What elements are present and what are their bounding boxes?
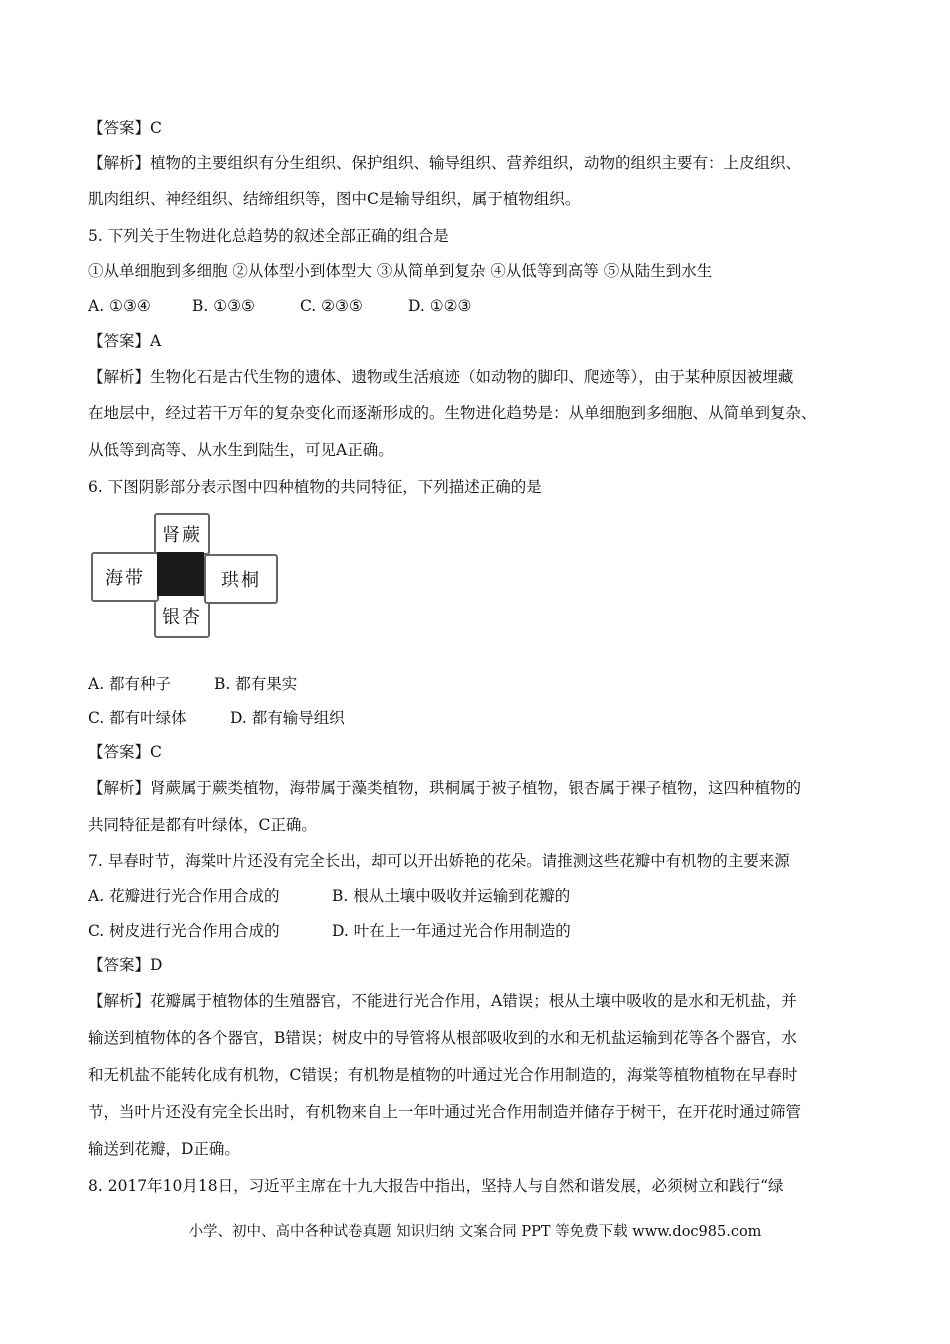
q7-option-d: D. 叶在上一年通过光合作用制造的 xyxy=(332,922,571,940)
q4-analysis-line1: 【解析】植物的主要组织有分生组织、保护组织、输导组织、营养组织，动物的组织主要有：上皮组织、 xyxy=(88,154,802,172)
q7-options-row1 xyxy=(88,886,570,906)
q4-analysis-line2: 肌肉组织、神经组织、结缔组织等，图中C是输导组织，属于植物组织。 xyxy=(88,190,581,208)
q7-option-a: A. 花瓣进行光合作用合成的 xyxy=(88,887,280,905)
q7-analysis-line5: 输送到花瓣，D正确。 xyxy=(88,1140,240,1158)
q5-analysis-line3: 从低等到高等、从水生到陆生，可见A正确。 xyxy=(88,441,394,459)
q5-answer: 【答案】A xyxy=(88,332,162,350)
diagram-right-box: 珙桐 xyxy=(204,554,278,604)
q5-analysis-line1: 【解析】生物化石是古代生物的遗体、遗物或生活痕迹（如动物的脚印、爬迹等），由于某种原因被埋藏 xyxy=(88,368,794,386)
q6-analysis-line1: 【解析】肾蕨属于蕨类植物，海带属于藻类植物，珙桐属于被子植物，银杏属于裸子植物，这四种植物的 xyxy=(88,779,802,797)
q4-answer: 【答案】C xyxy=(88,119,162,137)
q7-stem: 7. 早春时节，海棠叶片还没有完全长出，却可以开出娇艳的花朵。请推测这些花瓣中有机物的主要来源 xyxy=(88,852,790,870)
q7-answer: 【答案】D xyxy=(88,956,163,974)
q5-stem: 5. 下列关于生物进化总趋势的叙述全部正确的组合是 xyxy=(88,227,449,245)
page-footer: 小学、初中、高中各种试卷真题 知识归纳 文案合同 PPT 等免费下载 www.doc985.com xyxy=(188,1224,762,1240)
q7-options-row2 xyxy=(88,921,571,941)
q6-analysis-line2: 共同特征是都有叶绿体，C正确。 xyxy=(88,816,317,834)
q5-option-d: D. ①②③ xyxy=(408,297,472,315)
q5-options xyxy=(88,296,471,316)
q6-options-row1 xyxy=(88,674,297,694)
q7-analysis-line1: 【解析】花瓣属于植物体的生殖器官，不能进行光合作用，A错误；根从土壤中吸收的是水和无机盐，并 xyxy=(88,992,797,1010)
q8-stem: 8. 2017年10月18日，习近平主席在十九大报告中指出，坚持人与自然和谐发展，必须树立和践行“绿 xyxy=(88,1177,784,1195)
q5-option-b: B. ①③⑤ xyxy=(192,297,255,315)
q5-option-a: A. ①③④ xyxy=(88,297,151,315)
q5-analysis-line2: 在地层中，经过若干万年的复杂变化而逐渐形成的。生物进化趋势是：从单细胞到多细胞、从简单到复杂、 xyxy=(88,404,817,422)
q5-option-c: C. ②③⑤ xyxy=(300,297,363,315)
q6-options-row2 xyxy=(88,708,345,728)
q6-option-a: A. 都有种子 xyxy=(88,675,172,693)
q6-option-b: B. 都有果实 xyxy=(214,675,298,693)
q7-option-c: C. 树皮进行光合作用合成的 xyxy=(88,922,280,940)
q6-stem: 6. 下图阴影部分表示图中四种植物的共同特征，下列描述正确的是 xyxy=(88,478,542,496)
diagram-shaded-overlap xyxy=(157,552,204,596)
plant-cross-diagram xyxy=(90,510,280,640)
q5-items: ①从单细胞到多细胞 ②从体型小到体型大 ③从简单到复杂 ④从低等到高等 ⑤从陆生到水生 xyxy=(88,262,713,280)
q7-option-b: B. 根从土壤中吸收并运输到花瓣的 xyxy=(332,887,571,905)
q6-answer: 【答案】C xyxy=(88,743,162,761)
q6-option-d: D. 都有输导组织 xyxy=(230,709,345,727)
q7-analysis-line4: 节，当叶片还没有完全长出时，有机物来自上一年叶通过光合作用制造并储存于树干，在开花时通过筛管 xyxy=(88,1103,802,1121)
q7-analysis-line2: 输送到植物体的各个器官，B错误；树皮中的导管将从根部吸收到的水和无机盐运输到花等各个器官，水 xyxy=(88,1029,797,1047)
diagram-bottom-box: 银杏 xyxy=(154,594,210,638)
diagram-top-box: 肾蕨 xyxy=(154,513,210,555)
q6-option-c: C. 都有叶绿体 xyxy=(88,709,187,727)
q7-analysis-line3: 和无机盐不能转化成有机物，C错误；有机物是植物的叶通过光合作用制造的，海棠等植物植物在早春时 xyxy=(88,1066,798,1084)
diagram-left-box: 海带 xyxy=(91,552,159,602)
